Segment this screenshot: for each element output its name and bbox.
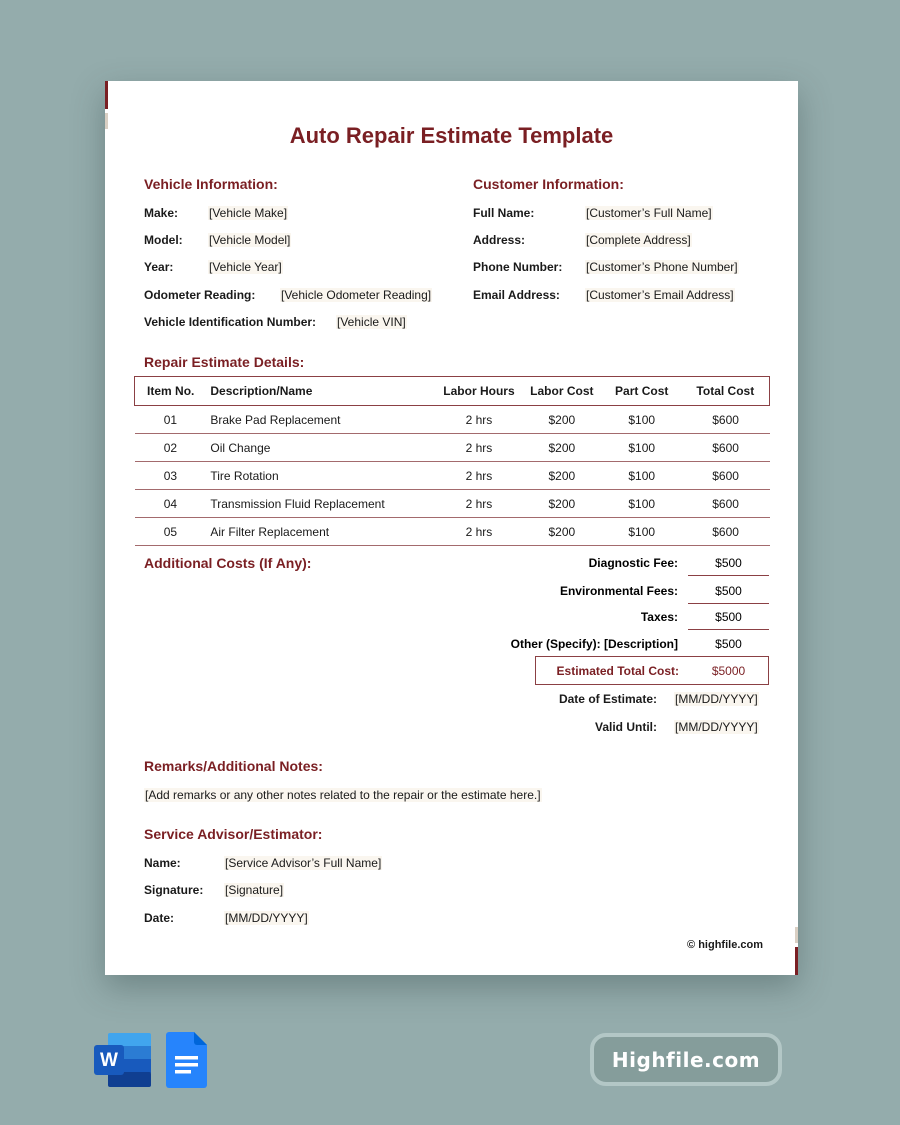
- field-label: Name:: [144, 856, 181, 870]
- customer-email-field: [473, 288, 735, 302]
- table-row: [135, 406, 770, 434]
- column-header: Item No.: [135, 377, 207, 406]
- description-cell[interactable]: Transmission Fluid Replacement: [206, 490, 436, 518]
- date-of-estimate-field: [557, 692, 759, 706]
- field-label: Date:: [144, 911, 175, 925]
- description-cell[interactable]: Oil Change: [206, 434, 436, 462]
- taxes-row: [388, 604, 769, 630]
- table-row: [135, 518, 770, 546]
- table-row: [135, 462, 770, 490]
- fee-value[interactable]: $500: [688, 604, 769, 630]
- field-value[interactable]: [Signature]: [225, 883, 284, 897]
- column-header: Description/Name: [206, 377, 436, 406]
- labor-cost-cell[interactable]: $200: [522, 518, 602, 546]
- field-label: Full Name:: [473, 206, 535, 220]
- field-value[interactable]: [MM/DD/YYYY]: [225, 911, 308, 925]
- field-value[interactable]: [Customer’s Email Address]: [586, 288, 734, 302]
- total-cost-cell[interactable]: $600: [682, 462, 770, 490]
- field-label: Make:: [144, 206, 179, 220]
- customer-address-field: [473, 233, 692, 247]
- customer-info-heading: Customer Information:: [473, 176, 624, 192]
- item-no-cell[interactable]: 02: [135, 434, 207, 462]
- field-label: Email Address:: [473, 288, 560, 302]
- highfile-brand-button[interactable]: Highfile.com: [590, 1033, 782, 1086]
- column-header: Part Cost: [602, 377, 682, 406]
- total-label: Estimated Total Cost:: [556, 663, 679, 678]
- field-label: Signature:: [144, 883, 204, 897]
- field-label: Date of Estimate:: [558, 692, 657, 706]
- total-value[interactable]: $5000: [711, 663, 746, 678]
- part-cost-cell[interactable]: $100: [602, 490, 682, 518]
- vehicle-make-field: [144, 206, 288, 220]
- total-cost-cell[interactable]: $600: [682, 518, 770, 546]
- field-value[interactable]: [Vehicle Model]: [209, 233, 291, 247]
- labor-cost-cell[interactable]: $200: [522, 462, 602, 490]
- field-value[interactable]: [Vehicle Odometer Reading]: [281, 288, 432, 302]
- corner-accent: [795, 947, 798, 975]
- labor-hours-cell[interactable]: 2 hrs: [436, 434, 522, 462]
- field-value[interactable]: [MM/DD/YYYY]: [675, 692, 758, 706]
- labor-cost-cell[interactable]: $200: [522, 406, 602, 434]
- part-cost-cell[interactable]: $100: [602, 518, 682, 546]
- item-no-cell[interactable]: 04: [135, 490, 207, 518]
- repair-details-heading: Repair Estimate Details:: [144, 354, 305, 370]
- item-no-cell[interactable]: 03: [135, 462, 207, 490]
- description-cell[interactable]: Brake Pad Replacement: [206, 406, 436, 434]
- field-label: Phone Number:: [473, 260, 563, 274]
- additional-costs-heading: Additional Costs (If Any):: [144, 555, 312, 571]
- advisor-name-field: [144, 856, 382, 870]
- fee-value[interactable]: $500: [715, 637, 742, 651]
- vehicle-info-heading: Vehicle Information:: [144, 176, 278, 192]
- field-label: Vehicle Identification Number:: [144, 315, 317, 329]
- labor-cost-cell[interactable]: $200: [522, 434, 602, 462]
- customer-name-field: [473, 206, 713, 220]
- total-cost-cell[interactable]: $600: [682, 434, 770, 462]
- field-label: Model:: [144, 233, 183, 247]
- document-title: Auto Repair Estimate Template: [289, 123, 614, 148]
- item-no-cell[interactable]: 01: [135, 406, 207, 434]
- field-value[interactable]: [Vehicle VIN]: [337, 315, 406, 329]
- column-header: Labor Cost: [522, 377, 602, 406]
- remarks-value[interactable]: [Add remarks or any other notes related to the repair or the estimate here.]: [145, 788, 541, 802]
- microsoft-word-icon[interactable]: [94, 1033, 152, 1087]
- field-value[interactable]: [Complete Address]: [586, 233, 691, 247]
- field-value[interactable]: [Vehicle Make]: [209, 206, 288, 220]
- estimated-total-box: [535, 656, 769, 685]
- corner-accent: [105, 81, 108, 109]
- fee-value[interactable]: $500: [688, 578, 769, 604]
- labor-cost-cell[interactable]: $200: [522, 490, 602, 518]
- word-icon-letter: W: [100, 1050, 118, 1071]
- total-cost-cell[interactable]: $600: [682, 490, 770, 518]
- item-no-cell[interactable]: 05: [135, 518, 207, 546]
- copyright-text: © highfile.com: [687, 939, 763, 951]
- column-header: Labor Hours: [436, 377, 522, 406]
- labor-hours-cell[interactable]: 2 hrs: [436, 462, 522, 490]
- column-header: Total Cost: [682, 377, 770, 406]
- diagnostic-fee-row: [388, 550, 769, 576]
- part-cost-cell[interactable]: $100: [602, 434, 682, 462]
- customer-phone-field: [473, 260, 739, 274]
- part-cost-cell[interactable]: $100: [602, 406, 682, 434]
- fee-value[interactable]: $500: [688, 550, 769, 576]
- vehicle-odometer-field: [144, 288, 432, 302]
- fee-label: Taxes:: [640, 610, 678, 624]
- total-cost-cell[interactable]: $600: [682, 406, 770, 434]
- field-label: Valid Until:: [594, 720, 657, 734]
- remarks-text: [144, 788, 542, 802]
- field-value[interactable]: [Service Advisor’s Full Name]: [225, 856, 382, 870]
- labor-hours-cell[interactable]: 2 hrs: [436, 490, 522, 518]
- vehicle-vin-field: [144, 315, 407, 329]
- vehicle-model-field: [144, 233, 291, 247]
- corner-accent: [795, 927, 798, 943]
- vehicle-year-field: [144, 260, 283, 274]
- field-value[interactable]: [Customer’s Full Name]: [586, 206, 712, 220]
- field-label: Odometer Reading:: [144, 288, 256, 302]
- fee-label: Environmental Fees:: [559, 584, 678, 598]
- remarks-heading: Remarks/Additional Notes:: [144, 758, 323, 774]
- other-fee-row: [388, 631, 769, 657]
- service-advisor-heading: Service Advisor/Estimator:: [144, 826, 323, 842]
- google-docs-icon[interactable]: [166, 1032, 207, 1088]
- advisor-date-field: [144, 911, 309, 925]
- field-value[interactable]: [Customer’s Phone Number]: [586, 260, 738, 274]
- part-cost-cell[interactable]: $100: [602, 462, 682, 490]
- field-value[interactable]: [MM/DD/YYYY]: [675, 720, 758, 734]
- table-row: [135, 434, 770, 462]
- description-cell[interactable]: Air Filter Replacement: [206, 518, 436, 546]
- fee-label: Diagnostic Fee:: [588, 556, 678, 570]
- field-label: Address:: [473, 233, 526, 247]
- labor-hours-cell[interactable]: 2 hrs: [436, 406, 522, 434]
- field-label: Year:: [144, 260, 174, 274]
- table-row: [135, 490, 770, 518]
- fee-label: Other (Specify): [Description]: [510, 637, 678, 651]
- advisor-signature-field: [144, 883, 284, 897]
- valid-until-field: [557, 720, 759, 734]
- labor-hours-cell[interactable]: 2 hrs: [436, 518, 522, 546]
- table-header-row: [135, 377, 770, 406]
- environmental-fees-row: [388, 578, 769, 604]
- repair-estimate-table: [134, 376, 770, 546]
- field-value[interactable]: [Vehicle Year]: [209, 260, 282, 274]
- description-cell[interactable]: Tire Rotation: [206, 462, 436, 490]
- document-page: [105, 81, 798, 975]
